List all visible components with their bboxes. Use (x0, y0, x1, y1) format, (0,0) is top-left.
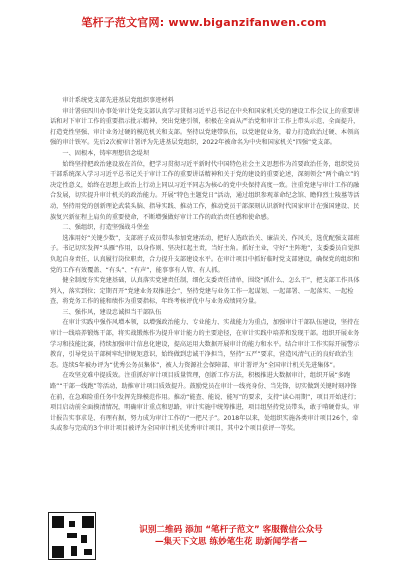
section-heading: 三、强作风，建设忠诚担当干部队伍 (62, 308, 162, 316)
paragraph: 审计署驻四川办事处审计处党支部认真学习贯彻习近平总书记在中央和国家机关党的建设工作会议上的重要讲话和对下审计工作的重要指示批示精神，突出党建引领，积极在全面从严治党和审计工作上带头示范、全面提升，打造党性坚强、审计业务过硬的模范机关和支部。坚持以党建带队伍，以党建促业务，着力打造政治过硬、本领高强的审计铁军。先后2次被审计署评为先进基层党组织，2022年被命名为中央和国家机关“四强”党支部。 (50, 107, 360, 147)
site-banner[interactable]: 笔杆子范文官网: www.biganzifanwen.com (81, 16, 327, 29)
footer-text (106, 524, 356, 548)
document-title: 审计系统党支部先进基层党组织事迹材料 (62, 97, 174, 104)
paragraph: 健全制度夯实党建基础，认真落实党建责任制，细化支委责任清单，围绕“抓什么、怎么干”，把支部工作具体列入，落实到位；定期召开“党建业务双推进会”，坚持党建与业务工作一起谋划、一起部署、一起落实、一起检查，将党务工作的能和绩作为重要指标，年终考核评优中与业务成绩同分量。 (50, 277, 360, 306)
footer-line-2: —集天下文思 练妙笔生花 助新闻学者— (154, 537, 308, 547)
document-body (50, 96, 360, 435)
section-heading: 一、固根本，铸牢理想信念堤坝 (62, 149, 150, 157)
qr-code-icon[interactable] (48, 512, 96, 560)
paragraph: 始终坚持把政治建设放在首位，把学习贯彻习近平新时代中国特色社会主义思想作为首要政治任务，组织党员干部系统深入学习习近平总书记关于审计工作的重要讲话精神和关于党的建设的重要论述，深刻领会“两个确立”的决定性意义，始终在思想上政治上行动上同以习近平同志为核心的党中央保持高度一致。注重党建与审计工作的融合发展，切实提升审计机关的政治能力。开展“特色主题党日”活动，通过组织参观革命纪念馆、瞻仰烈士陵墓等活动，坚持用党的创新理论武装头脑、指导实践、推动工作，推动党员干部深刻认识新时代国家审计在强国建设、民族复兴新征程上肩负的重要使命，不断增强做好审计工作的政治责任感和使命感。 (50, 160, 360, 221)
paragraph: 选准用好“关键少数”，支部班子成员带头参加党建活动，把好人选政治关、廉洁关、作风关，选优配强支部班子。书记切实发挥“头雁”作用，以身作则、坚决扛起主责，当好主角。抓好主业，守好“主阵地”，支委委员自觉担负起自身责任，认真履行岗位职责，合力提升支部建设水平。在审计项目中抓好临时党支部建设，确保党的组织和党的工作有效覆盖、“有头”、“有声”，能事事有人管、有人抓。 (50, 234, 360, 274)
section-heading: 二、强组织，打造坚强战斗堡垒 (62, 224, 150, 232)
paragraph: 在攻坚克难中提质效。注重抓好审计项目质量管理，创新工作方法，积极推进大数据审计，组织开展“多跑路”“干部一线跑”等活动，助推审计项目质效提升。鼓励党员在审计一线亮身份、当先锋，切实做到关键时刻冲锋在前，在急难险重任务中发挥先锋模范作用。推动“能查、能说、能写”的要求，支持“读心用期”，项目开始进行；项目启动前全面摸清情况，明确审计重点和思路，审计实施中统筹推进，项目组坚持党员带头，敢于啃硬骨头，审计报告实事求是、有理有据，努力成为审计工作的“一把尺子”。2018年以来，处组织实施各类审计项目26个，牵头或参与完成的3个审计项目被评为全国审计机关优秀审计项目，其中2个项目获评一等奖。 (50, 372, 360, 433)
footer-line-1: 识别二维码 添加 “笔杆子范文” 客服微信公众号 (139, 525, 323, 535)
paragraph: 在审计实践中强作风增本领，以增强政治能力、专业能力、实战能力为重点，加强审计干部队伍建设，坚持在审计一线培养锻炼干部，将实战锻炼作为提升审计能力的主要途径，在审计实践中培养和发现干部。组织开展业务学习和技能比赛，持续加强审计信息化建设，提高运用大数据开展审计的能力和水平。结合审计工作实际开展警示教育，引导党员干部树牢纪律规矩意识，始终做到忠诚干净担当，坚持“五严”要求，营造风清气正的良好政治生态。连续5年被办评为“优秀公务员集体”，被人力资源社会保障部、审计署评为“全国审计机关先进集体”。 (50, 319, 360, 369)
footer (48, 512, 360, 564)
